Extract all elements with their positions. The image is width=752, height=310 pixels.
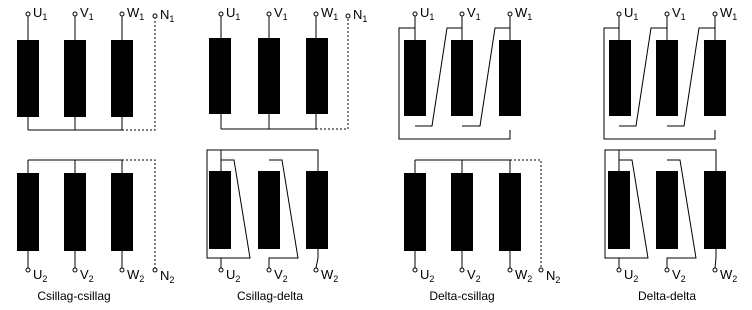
secondary-coil-v (64, 173, 86, 251)
secondary-coil-w (306, 171, 328, 249)
primary-coil-u (17, 40, 39, 117)
neutral-label: $N_1$ (160, 7, 175, 24)
neutral-label: $N_2$ (160, 268, 175, 285)
connection-caption: Delta-delta (637, 289, 697, 303)
terminal-label: $U_2$ (33, 267, 48, 284)
secondary-coil-v (451, 173, 473, 251)
terminal-label: $W_2$ (127, 267, 145, 284)
secondary-coil-v (656, 171, 678, 249)
panel-csillag-csillag (17, 5, 174, 303)
primary-coil-w (306, 38, 328, 114)
secondary-coil-v (258, 171, 280, 249)
panel-delta-csillag (399, 5, 560, 303)
terminal-label: $U_1$ (226, 5, 241, 22)
secondary-coil-w (499, 173, 521, 251)
terminal-label: $V_2$ (274, 267, 288, 284)
primary-winding-group (604, 5, 737, 139)
primary-coil-u (209, 38, 231, 114)
panel-csillag-delta (207, 5, 367, 303)
terminal-label: $V_1$ (467, 5, 481, 22)
connection-caption: Csillag-csillag (37, 289, 111, 303)
connection-caption: Csillag-delta (236, 289, 304, 303)
primary-coil-v (451, 40, 473, 116)
primary-coil-v (64, 40, 86, 117)
neutral-label: $N_2$ (546, 268, 561, 285)
terminal-label: $U_2$ (624, 267, 639, 284)
terminal-label: $W_2$ (321, 267, 339, 284)
secondary-coil-u (608, 171, 630, 249)
terminal-label: $V_1$ (274, 5, 288, 22)
primary-coil-w (111, 40, 133, 117)
terminal-label: $V_2$ (467, 267, 481, 284)
terminal-label: $U_1$ (33, 5, 48, 22)
primary-coil-v (258, 38, 280, 114)
primary-coil-u (609, 40, 631, 116)
neutral-label: $N_1$ (353, 7, 368, 24)
secondary-winding-group (404, 160, 560, 285)
primary-coil-w (499, 40, 521, 116)
terminal-label: $W_2$ (720, 267, 738, 284)
terminal-label: $U_2$ (420, 267, 435, 284)
primary-coil-w (704, 40, 726, 116)
primary-winding-group (209, 5, 367, 129)
secondary-coil-u (404, 173, 426, 251)
secondary-winding-group (605, 150, 737, 284)
terminal-label: $W_2$ (515, 267, 533, 284)
primary-coil-v (656, 40, 678, 116)
connection-caption: Delta-csillag (429, 289, 495, 303)
secondary-coil-w (111, 173, 133, 251)
primary-winding-group (399, 5, 532, 139)
secondary-winding-group (207, 150, 338, 284)
terminal-label: $W_1$ (127, 5, 145, 22)
terminal-label: $U_2$ (226, 267, 241, 284)
secondary-coil-u (17, 173, 39, 251)
terminal-label: $W_1$ (321, 5, 339, 22)
terminal-label: $W_1$ (515, 5, 533, 22)
terminal-label: $V_1$ (80, 5, 94, 22)
secondary-winding-group (17, 160, 174, 285)
primary-coil-u (404, 40, 426, 116)
terminal-label: $U_1$ (624, 5, 639, 22)
terminal-label: $V_2$ (80, 267, 94, 284)
terminal-label: $U_1$ (420, 5, 435, 22)
terminal-label: $W_1$ (720, 5, 738, 22)
panel-delta-delta (604, 5, 737, 303)
secondary-coil-u (209, 171, 231, 249)
primary-winding-group (17, 5, 174, 130)
secondary-coil-w (704, 171, 726, 249)
terminal-label: $V_2$ (672, 267, 686, 284)
terminal-label: $V_1$ (672, 5, 686, 22)
